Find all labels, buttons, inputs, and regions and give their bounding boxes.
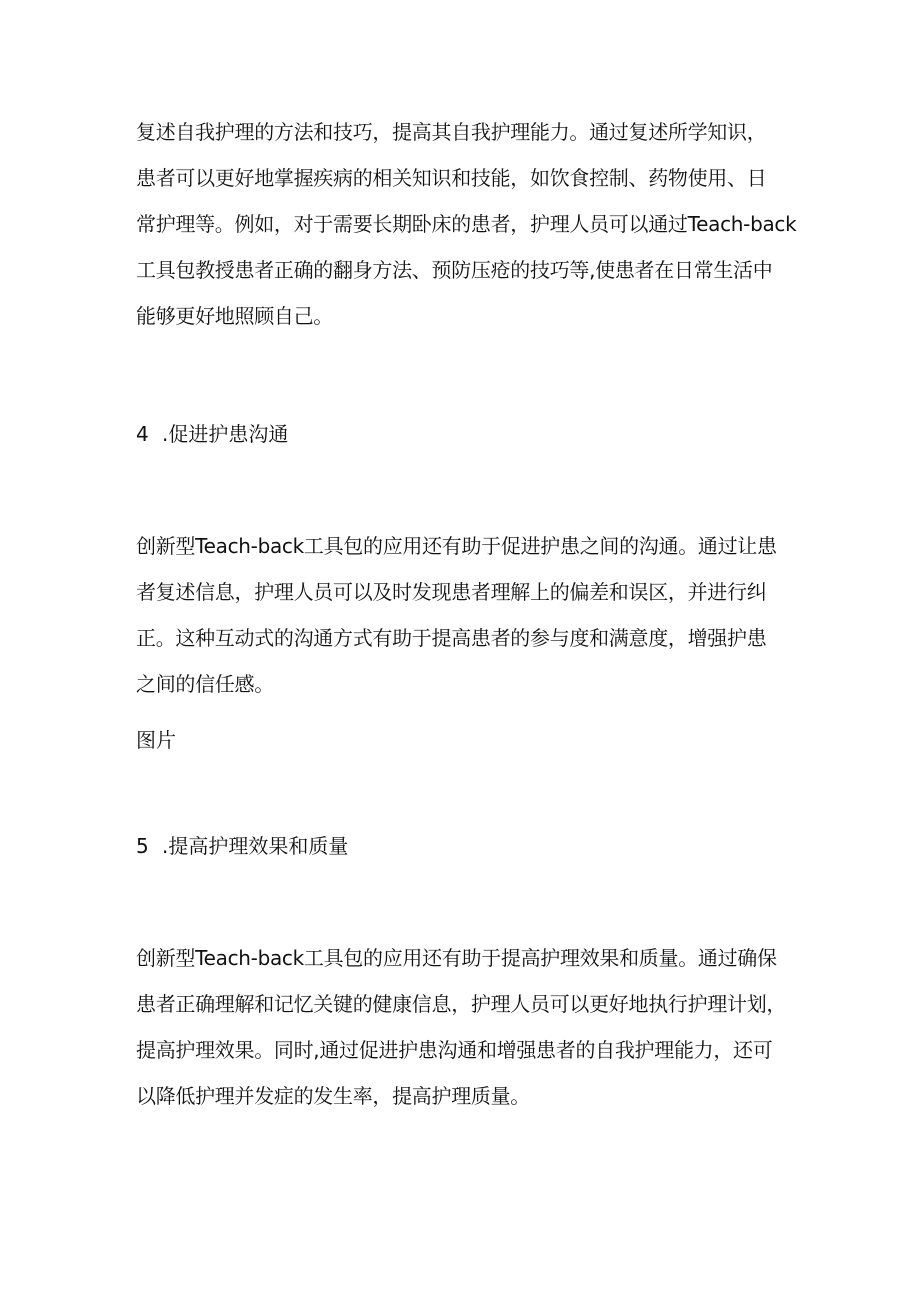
image-placeholder-label: 图片 <box>136 728 176 752</box>
section-heading-4 <box>136 419 288 449</box>
paragraph-self-care <box>136 109 796 339</box>
paragraph-communication <box>136 523 796 707</box>
section-number: 4 <box>136 422 149 446</box>
paragraph-line: 创新型Teach-back工具包的应用还有助于促进护患之间的沟通。通过让患 <box>136 534 777 558</box>
paragraph-line: 患者正确理解和记忆关键的健康信息，护理人员可以更好地执行护理计划， <box>136 992 787 1016</box>
section-title: .提高护理效果和质量 <box>162 834 349 858</box>
paragraph-quality <box>136 935 796 1119</box>
paragraph-line: 复述自我护理的方法和技巧，提高其自我护理能力。通过复述所学知识， <box>136 120 767 144</box>
paragraph-line: 者复述信息，护理人员可以及时发现患者理解上的偏差和误区，并进行纠 <box>136 580 767 604</box>
paragraph-line: 以降低护理并发症的发生率，提高护理质量。 <box>136 1084 530 1108</box>
section-number: 5 <box>136 834 149 858</box>
paragraph-line: 之间的信任感。 <box>136 672 274 696</box>
section-heading-5 <box>136 831 348 861</box>
paragraph-line: 创新型Teach-back工具包的应用还有助于提高护理效果和质量。通过确保 <box>136 946 777 970</box>
paragraph-line: 工具包教授患者正确的翻身方法、预防压疮的技巧等,使患者在日常生活中 <box>136 258 773 282</box>
paragraph-line: 提高护理效果。同时,通过促进护患沟通和增强患者的自我护理能力，还可 <box>136 1038 773 1062</box>
paragraph-line: 患者可以更好地掌握疾病的相关知识和技能，如饮食控制、药物使用、日 <box>136 166 767 190</box>
paragraph-line: 能够更好地照顾自己。 <box>136 304 333 328</box>
section-title: .促进护患沟通 <box>162 422 289 446</box>
paragraph-line: 常护理等。例如，对于需要长期卧床的患者，护理人员可以通过Teach-back <box>136 212 797 236</box>
paragraph-line: 正。这种互动式的沟通方式有助于提高患者的参与度和满意度，增强护患 <box>136 626 767 650</box>
